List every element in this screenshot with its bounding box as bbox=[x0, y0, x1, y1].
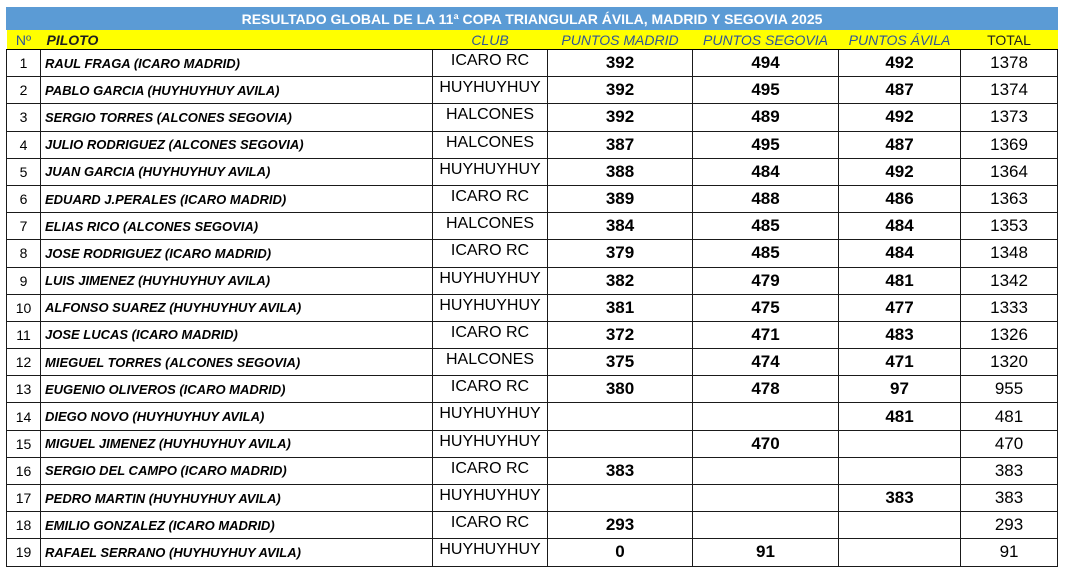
pilot-name: JOSE LUCAS (ICARO MADRID) bbox=[41, 321, 433, 348]
header-puntos-segovia: PUNTOS SEGOVIA bbox=[693, 30, 839, 50]
table-row bbox=[7, 104, 1058, 131]
row-number: 10 bbox=[7, 294, 41, 321]
points-madrid bbox=[548, 430, 693, 457]
table-row bbox=[7, 294, 1058, 321]
pilot-name: SERGIO DEL CAMPO (ICARO MADRID) bbox=[41, 457, 433, 484]
club-name: HUYHUYHUY bbox=[433, 539, 548, 566]
points-segovia bbox=[693, 403, 839, 430]
table-row bbox=[7, 158, 1058, 185]
club-name: HUYHUYHUY bbox=[433, 430, 548, 457]
points-madrid: 381 bbox=[548, 294, 693, 321]
pilot-name: MIEGUEL TORRES (ALCONES SEGOVIA) bbox=[41, 349, 433, 376]
pilot-name: JULIO RODRIGUEZ (ALCONES SEGOVIA) bbox=[41, 131, 433, 158]
row-number: 14 bbox=[7, 403, 41, 430]
table-row bbox=[7, 485, 1058, 512]
points-total: 383 bbox=[961, 457, 1058, 484]
club-name: HUYHUYHUY bbox=[433, 267, 548, 294]
row-number: 13 bbox=[7, 376, 41, 403]
pilot-name: ALFONSO SUAREZ (HUYHUYHUY AVILA) bbox=[41, 294, 433, 321]
table-row bbox=[7, 50, 1058, 77]
header-piloto: PILOTO bbox=[41, 30, 433, 50]
points-segovia: 471 bbox=[693, 321, 839, 348]
points-segovia: 485 bbox=[693, 240, 839, 267]
header-total: TOTAL bbox=[961, 30, 1058, 50]
points-madrid: 375 bbox=[548, 349, 693, 376]
points-madrid: 383 bbox=[548, 457, 693, 484]
points-madrid: 0 bbox=[548, 539, 693, 566]
points-segovia: 484 bbox=[693, 158, 839, 185]
club-name: HALCONES bbox=[433, 349, 548, 376]
club-name: ICARO RC bbox=[433, 50, 548, 77]
sheet-title: RESULTADO GLOBAL DE LA 11ª COPA TRIANGULAR ÁVILA, MADRID Y SEGOVIA 2025 bbox=[7, 8, 1058, 30]
row-number: 6 bbox=[7, 185, 41, 212]
row-number: 2 bbox=[7, 77, 41, 104]
table-row bbox=[7, 321, 1058, 348]
points-avila: 97 bbox=[839, 376, 961, 403]
table-row bbox=[7, 185, 1058, 212]
points-segovia bbox=[693, 512, 839, 539]
row-number: 16 bbox=[7, 457, 41, 484]
points-avila bbox=[839, 512, 961, 539]
points-avila bbox=[839, 430, 961, 457]
points-madrid: 392 bbox=[548, 104, 693, 131]
pilot-name: EUGENIO OLIVEROS (ICARO MADRID) bbox=[41, 376, 433, 403]
pilot-name: JUAN GARCIA (HUYHUYHUY AVILA) bbox=[41, 158, 433, 185]
points-avila: 487 bbox=[839, 131, 961, 158]
points-total: 91 bbox=[961, 539, 1058, 566]
points-total: 1320 bbox=[961, 349, 1058, 376]
points-avila: 492 bbox=[839, 50, 961, 77]
points-segovia: 474 bbox=[693, 349, 839, 376]
points-total: 1333 bbox=[961, 294, 1058, 321]
points-madrid: 380 bbox=[548, 376, 693, 403]
points-madrid: 392 bbox=[548, 50, 693, 77]
points-segovia: 479 bbox=[693, 267, 839, 294]
points-total: 470 bbox=[961, 430, 1058, 457]
points-segovia: 475 bbox=[693, 294, 839, 321]
pilot-name: EDUARD J.PERALES (ICARO MADRID) bbox=[41, 185, 433, 212]
row-number: 8 bbox=[7, 240, 41, 267]
points-avila: 481 bbox=[839, 403, 961, 430]
points-avila: 484 bbox=[839, 213, 961, 240]
points-total: 1353 bbox=[961, 213, 1058, 240]
points-total: 1363 bbox=[961, 185, 1058, 212]
table-row bbox=[7, 77, 1058, 104]
row-number: 3 bbox=[7, 104, 41, 131]
club-name: HUYHUYHUY bbox=[433, 294, 548, 321]
points-total: 293 bbox=[961, 512, 1058, 539]
pilot-name: RAFAEL SERRANO (HUYHUYHUY AVILA) bbox=[41, 539, 433, 566]
points-total: 1369 bbox=[961, 131, 1058, 158]
results-sheet bbox=[6, 7, 1057, 567]
table-row bbox=[7, 430, 1058, 457]
row-number: 18 bbox=[7, 512, 41, 539]
pilot-name: JOSE RODRIGUEZ (ICARO MADRID) bbox=[41, 240, 433, 267]
points-segovia: 495 bbox=[693, 131, 839, 158]
header-nro: Nº bbox=[7, 30, 41, 50]
club-name: ICARO RC bbox=[433, 185, 548, 212]
points-segovia: 485 bbox=[693, 213, 839, 240]
points-total: 1342 bbox=[961, 267, 1058, 294]
points-total: 1364 bbox=[961, 158, 1058, 185]
points-segovia: 488 bbox=[693, 185, 839, 212]
points-madrid: 293 bbox=[548, 512, 693, 539]
points-segovia: 495 bbox=[693, 77, 839, 104]
points-total: 383 bbox=[961, 485, 1058, 512]
club-name: ICARO RC bbox=[433, 240, 548, 267]
club-name: ICARO RC bbox=[433, 457, 548, 484]
table-row bbox=[7, 267, 1058, 294]
pilot-name: EMILIO GONZALEZ (ICARO MADRID) bbox=[41, 512, 433, 539]
table-row bbox=[7, 457, 1058, 484]
club-name: HUYHUYHUY bbox=[433, 77, 548, 104]
row-number: 7 bbox=[7, 213, 41, 240]
header-club: CLUB bbox=[433, 30, 548, 50]
points-total: 1348 bbox=[961, 240, 1058, 267]
points-total: 1374 bbox=[961, 77, 1058, 104]
points-avila bbox=[839, 457, 961, 484]
row-number: 1 bbox=[7, 50, 41, 77]
row-number: 15 bbox=[7, 430, 41, 457]
table-row bbox=[7, 376, 1058, 403]
points-madrid bbox=[548, 403, 693, 430]
points-avila: 471 bbox=[839, 349, 961, 376]
club-name: HALCONES bbox=[433, 104, 548, 131]
pilot-name: PABLO GARCIA (HUYHUYHUY AVILA) bbox=[41, 77, 433, 104]
table-row bbox=[7, 403, 1058, 430]
points-madrid: 387 bbox=[548, 131, 693, 158]
pilot-name: PEDRO MARTIN (HUYHUYHUY AVILA) bbox=[41, 485, 433, 512]
points-total: 1378 bbox=[961, 50, 1058, 77]
results-body bbox=[7, 50, 1058, 567]
pilot-name: RAUL FRAGA (ICARO MADRID) bbox=[41, 50, 433, 77]
row-number: 4 bbox=[7, 131, 41, 158]
table-row bbox=[7, 131, 1058, 158]
points-avila: 492 bbox=[839, 104, 961, 131]
club-name: ICARO RC bbox=[433, 321, 548, 348]
points-total: 1373 bbox=[961, 104, 1058, 131]
points-total: 1326 bbox=[961, 321, 1058, 348]
club-name: HALCONES bbox=[433, 131, 548, 158]
club-name: HALCONES bbox=[433, 213, 548, 240]
points-segovia bbox=[693, 485, 839, 512]
row-number: 5 bbox=[7, 158, 41, 185]
club-name: ICARO RC bbox=[433, 376, 548, 403]
points-segovia: 478 bbox=[693, 376, 839, 403]
pilot-name: SERGIO TORRES (ALCONES SEGOVIA) bbox=[41, 104, 433, 131]
points-total: 481 bbox=[961, 403, 1058, 430]
table-row bbox=[7, 512, 1058, 539]
table-row bbox=[7, 539, 1058, 566]
points-avila: 481 bbox=[839, 267, 961, 294]
points-segovia: 470 bbox=[693, 430, 839, 457]
points-avila bbox=[839, 539, 961, 566]
table-row bbox=[7, 240, 1058, 267]
points-madrid: 379 bbox=[548, 240, 693, 267]
row-number: 17 bbox=[7, 485, 41, 512]
header-puntos-madrid: PUNTOS MADRID bbox=[548, 30, 693, 50]
club-name: HUYHUYHUY bbox=[433, 403, 548, 430]
points-avila: 486 bbox=[839, 185, 961, 212]
column-header-row bbox=[7, 30, 1058, 50]
points-madrid: 382 bbox=[548, 267, 693, 294]
points-avila: 483 bbox=[839, 321, 961, 348]
row-number: 19 bbox=[7, 539, 41, 566]
points-madrid: 392 bbox=[548, 77, 693, 104]
club-name: HUYHUYHUY bbox=[433, 485, 548, 512]
club-name: ICARO RC bbox=[433, 512, 548, 539]
points-avila: 487 bbox=[839, 77, 961, 104]
pilot-name: ELIAS RICO (ALCONES SEGOVIA) bbox=[41, 213, 433, 240]
header-puntos-avila: PUNTOS ÁVILA bbox=[839, 30, 961, 50]
points-madrid: 388 bbox=[548, 158, 693, 185]
points-segovia: 494 bbox=[693, 50, 839, 77]
points-total: 955 bbox=[961, 376, 1058, 403]
row-number: 9 bbox=[7, 267, 41, 294]
pilot-name: LUIS JIMENEZ (HUYHUYHUY AVILA) bbox=[41, 267, 433, 294]
points-segovia bbox=[693, 457, 839, 484]
points-avila: 477 bbox=[839, 294, 961, 321]
points-madrid bbox=[548, 485, 693, 512]
points-avila: 383 bbox=[839, 485, 961, 512]
points-madrid: 372 bbox=[548, 321, 693, 348]
points-segovia: 91 bbox=[693, 539, 839, 566]
results-table bbox=[6, 7, 1058, 567]
row-number: 11 bbox=[7, 321, 41, 348]
pilot-name: DIEGO NOVO (HUYHUYHUY AVILA) bbox=[41, 403, 433, 430]
table-row bbox=[7, 349, 1058, 376]
row-number: 12 bbox=[7, 349, 41, 376]
points-madrid: 389 bbox=[548, 185, 693, 212]
points-avila: 484 bbox=[839, 240, 961, 267]
pilot-name: MIGUEL JIMENEZ (HUYHUYHUY AVILA) bbox=[41, 430, 433, 457]
club-name: HUYHUYHUY bbox=[433, 158, 548, 185]
points-avila: 492 bbox=[839, 158, 961, 185]
points-madrid: 384 bbox=[548, 213, 693, 240]
table-row bbox=[7, 213, 1058, 240]
points-segovia: 489 bbox=[693, 104, 839, 131]
